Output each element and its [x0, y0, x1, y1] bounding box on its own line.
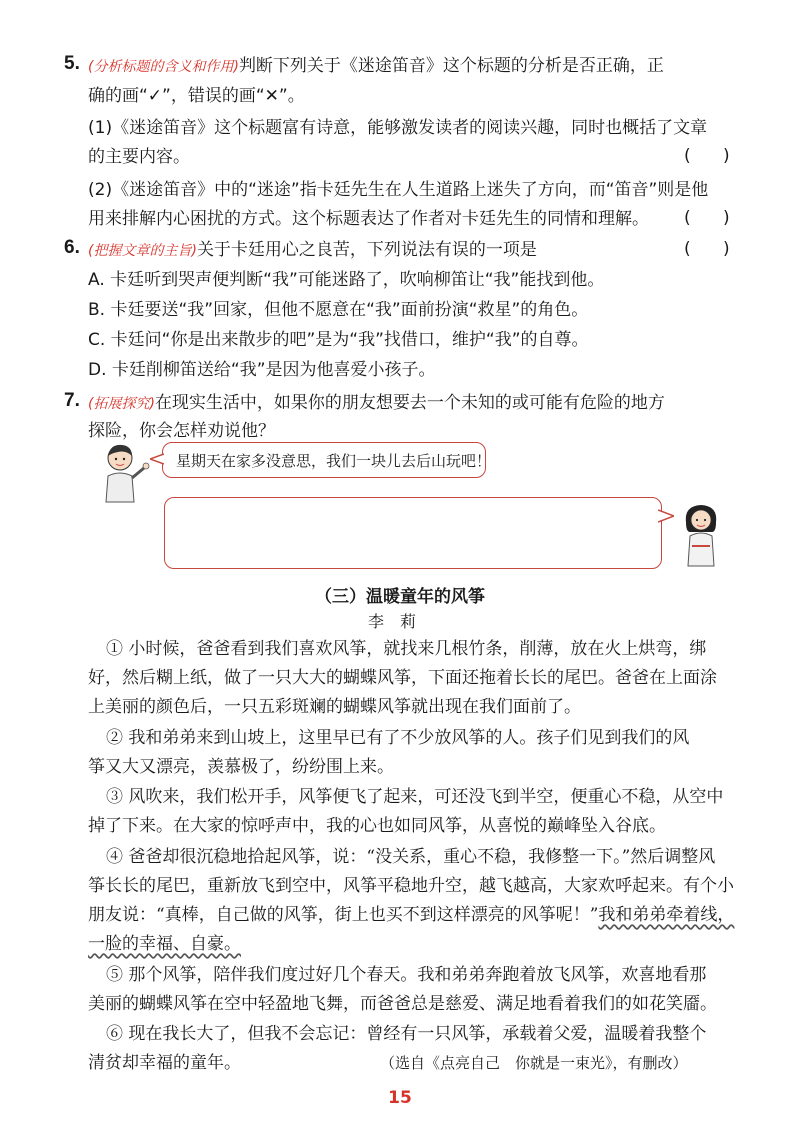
passage-line-10-text: 朋友说：“真棒，自己做的风筝，街上也买不到这样漂亮的风筝呢！” — [88, 905, 599, 925]
passage-source: （选自《点亮自己 你就是一束光》，有删改） — [380, 1054, 688, 1072]
question-5-stem-line1 — [88, 55, 664, 78]
question-6-stem: 关于卡廷用心之良苦，下列说法有误的一项是 — [196, 240, 537, 260]
question-5-stem: 判断下列关于《迷途笛音》这个标题的分析是否正确，正 — [238, 56, 664, 76]
question-5-item2-line1: (2)《迷途笛音》中的“迷途”指卡廷先生在人生道路上迷失了方向，而“笛音”则是他 — [88, 180, 709, 200]
boy-illustration — [98, 442, 156, 504]
question-5-number: 5. — [64, 53, 80, 74]
answer-blank-6[interactable]: ( ) — [684, 239, 730, 259]
underlined-sentence-part1: 我和弟弟牵着线， — [598, 905, 735, 925]
question-6-option-a[interactable]: A. 卡廷听到哭声便判断“我”可能迷路了，吹响柳笛让“我”能找到他。 — [88, 270, 605, 290]
speech-bubble-boy-tail — [150, 452, 164, 466]
passage-line-1: ① 小时候，爸爸看到我们喜欢风筝，就找来几根竹条，削薄，放在火上烘弯，绑 — [106, 639, 707, 659]
question-6-option-c[interactable]: C. 卡廷问“你是出来散步的吧”是为“我”找借口，维护“我”的自尊。 — [88, 330, 589, 350]
passage-line-5: 筝又大又漂亮，羡慕极了，纷纷围上来。 — [88, 757, 394, 777]
question-7-stem-line2: 探险，你会怎样劝说他？ — [88, 421, 275, 441]
passage-line-14: ⑥ 现在我长大了，但我不会忘记：曾经有一只风筝，承载着父爱，温暖着我整个 — [106, 1024, 707, 1044]
question-7-stem: 在现实生活中，如果你的朋友想要去一个未知的或可能有危险的地方 — [154, 393, 665, 413]
question-6-number: 6. — [64, 237, 80, 258]
question-7-stem-line1 — [88, 392, 665, 415]
answer-speech-bubble[interactable] — [164, 497, 662, 569]
question-5-item2-line2: 用来排解内心困扰的方式。这个标题表达了作者对卡廷先生的同情和理解。 — [88, 209, 649, 229]
passage-line-13: 美丽的蝴蝶风筝在空中轻盈地飞舞，而爸爸总是慈爱、满足地看着我们的如花笑靥。 — [88, 994, 717, 1014]
passage-author: 李莉 — [367, 612, 432, 631]
answer-speech-bubble-tail — [658, 508, 674, 524]
girl-illustration — [676, 502, 726, 568]
passage-line-10 — [88, 904, 734, 926]
speech-bubble-boy-text: 星期天在家多没意思，我们一块儿去后山玩吧！ — [176, 452, 492, 470]
question-7-tag: (拓展探究) — [88, 396, 155, 412]
question-6-option-b[interactable]: B. 卡廷要送“我”回家，但他不愿意在“我”面前扮演“救星”的角色。 — [88, 300, 589, 320]
passage-line-4: ② 我和弟弟来到山坡上，这里早已有了不少放风筝的人。孩子们见到我们的风 — [106, 728, 690, 748]
answer-blank-5-1[interactable]: ( ) — [684, 146, 730, 166]
question-5-item1-line2: 的主要内容。 — [88, 147, 190, 167]
question-5-item1-line1: (1)《迷途笛音》这个标题富有诗意，能够激发读者的阅读兴趣，同时也概括了文章 — [88, 118, 708, 138]
page-number: 15 — [388, 1088, 412, 1108]
passage-title: （三）温暖童年的风筝 — [315, 587, 485, 607]
passage-line-8: ④ 爸爸却很沉稳地拾起风筝，说：“没关系，重心不稳，我修整一下。”然后调整风 — [106, 847, 716, 867]
passage-line-3: 上美丽的颜色后，一只五彩斑斓的蝴蝶风筝就出现在我们面前了。 — [88, 697, 581, 717]
passage-line-2: 好，然后糊上纸，做了一只大大的蝴蝶风筝，下面还拖着长长的尾巴。爸爸在上面涂 — [88, 668, 717, 688]
passage-line-9: 筝长长的尾巴，重新放飞到空中，风筝平稳地升空，越飞越高，大家欢呼起来。有个小 — [88, 876, 734, 896]
question-6-tag: (把握文章的主旨) — [88, 243, 197, 259]
passage-line-6: ③ 风吹来，我们松开手，风筝便飞了起来，可还没飞到半空，便重心不稳，从空中 — [106, 787, 724, 807]
underlined-sentence-part2: 一脸的幸福、自豪。 — [88, 934, 241, 954]
question-7-number: 7. — [64, 390, 80, 411]
question-6-stem-line — [88, 239, 537, 262]
question-6-option-d[interactable]: D. 卡廷削柳笛送给“我”是因为他喜爱小孩子。 — [88, 360, 436, 380]
question-5-tag: (分析标题的含义和作用) — [88, 59, 239, 75]
passage-line-15: 清贫却幸福的童年。 — [88, 1053, 241, 1073]
question-5-stem-line2: 确的画“✓”，错误的画“✕”。 — [88, 86, 305, 106]
passage-line-7: 掉了下来。在大家的惊呼声中，我的心也如同风筝，从喜悦的巅峰坠入谷底。 — [88, 816, 666, 836]
passage-line-12: ⑤ 那个风筝，陪伴我们度过好几个春天。我和弟弟奔跑着放飞风筝，欢喜地看那 — [106, 965, 707, 985]
answer-blank-5-2[interactable]: ( ) — [684, 208, 730, 228]
